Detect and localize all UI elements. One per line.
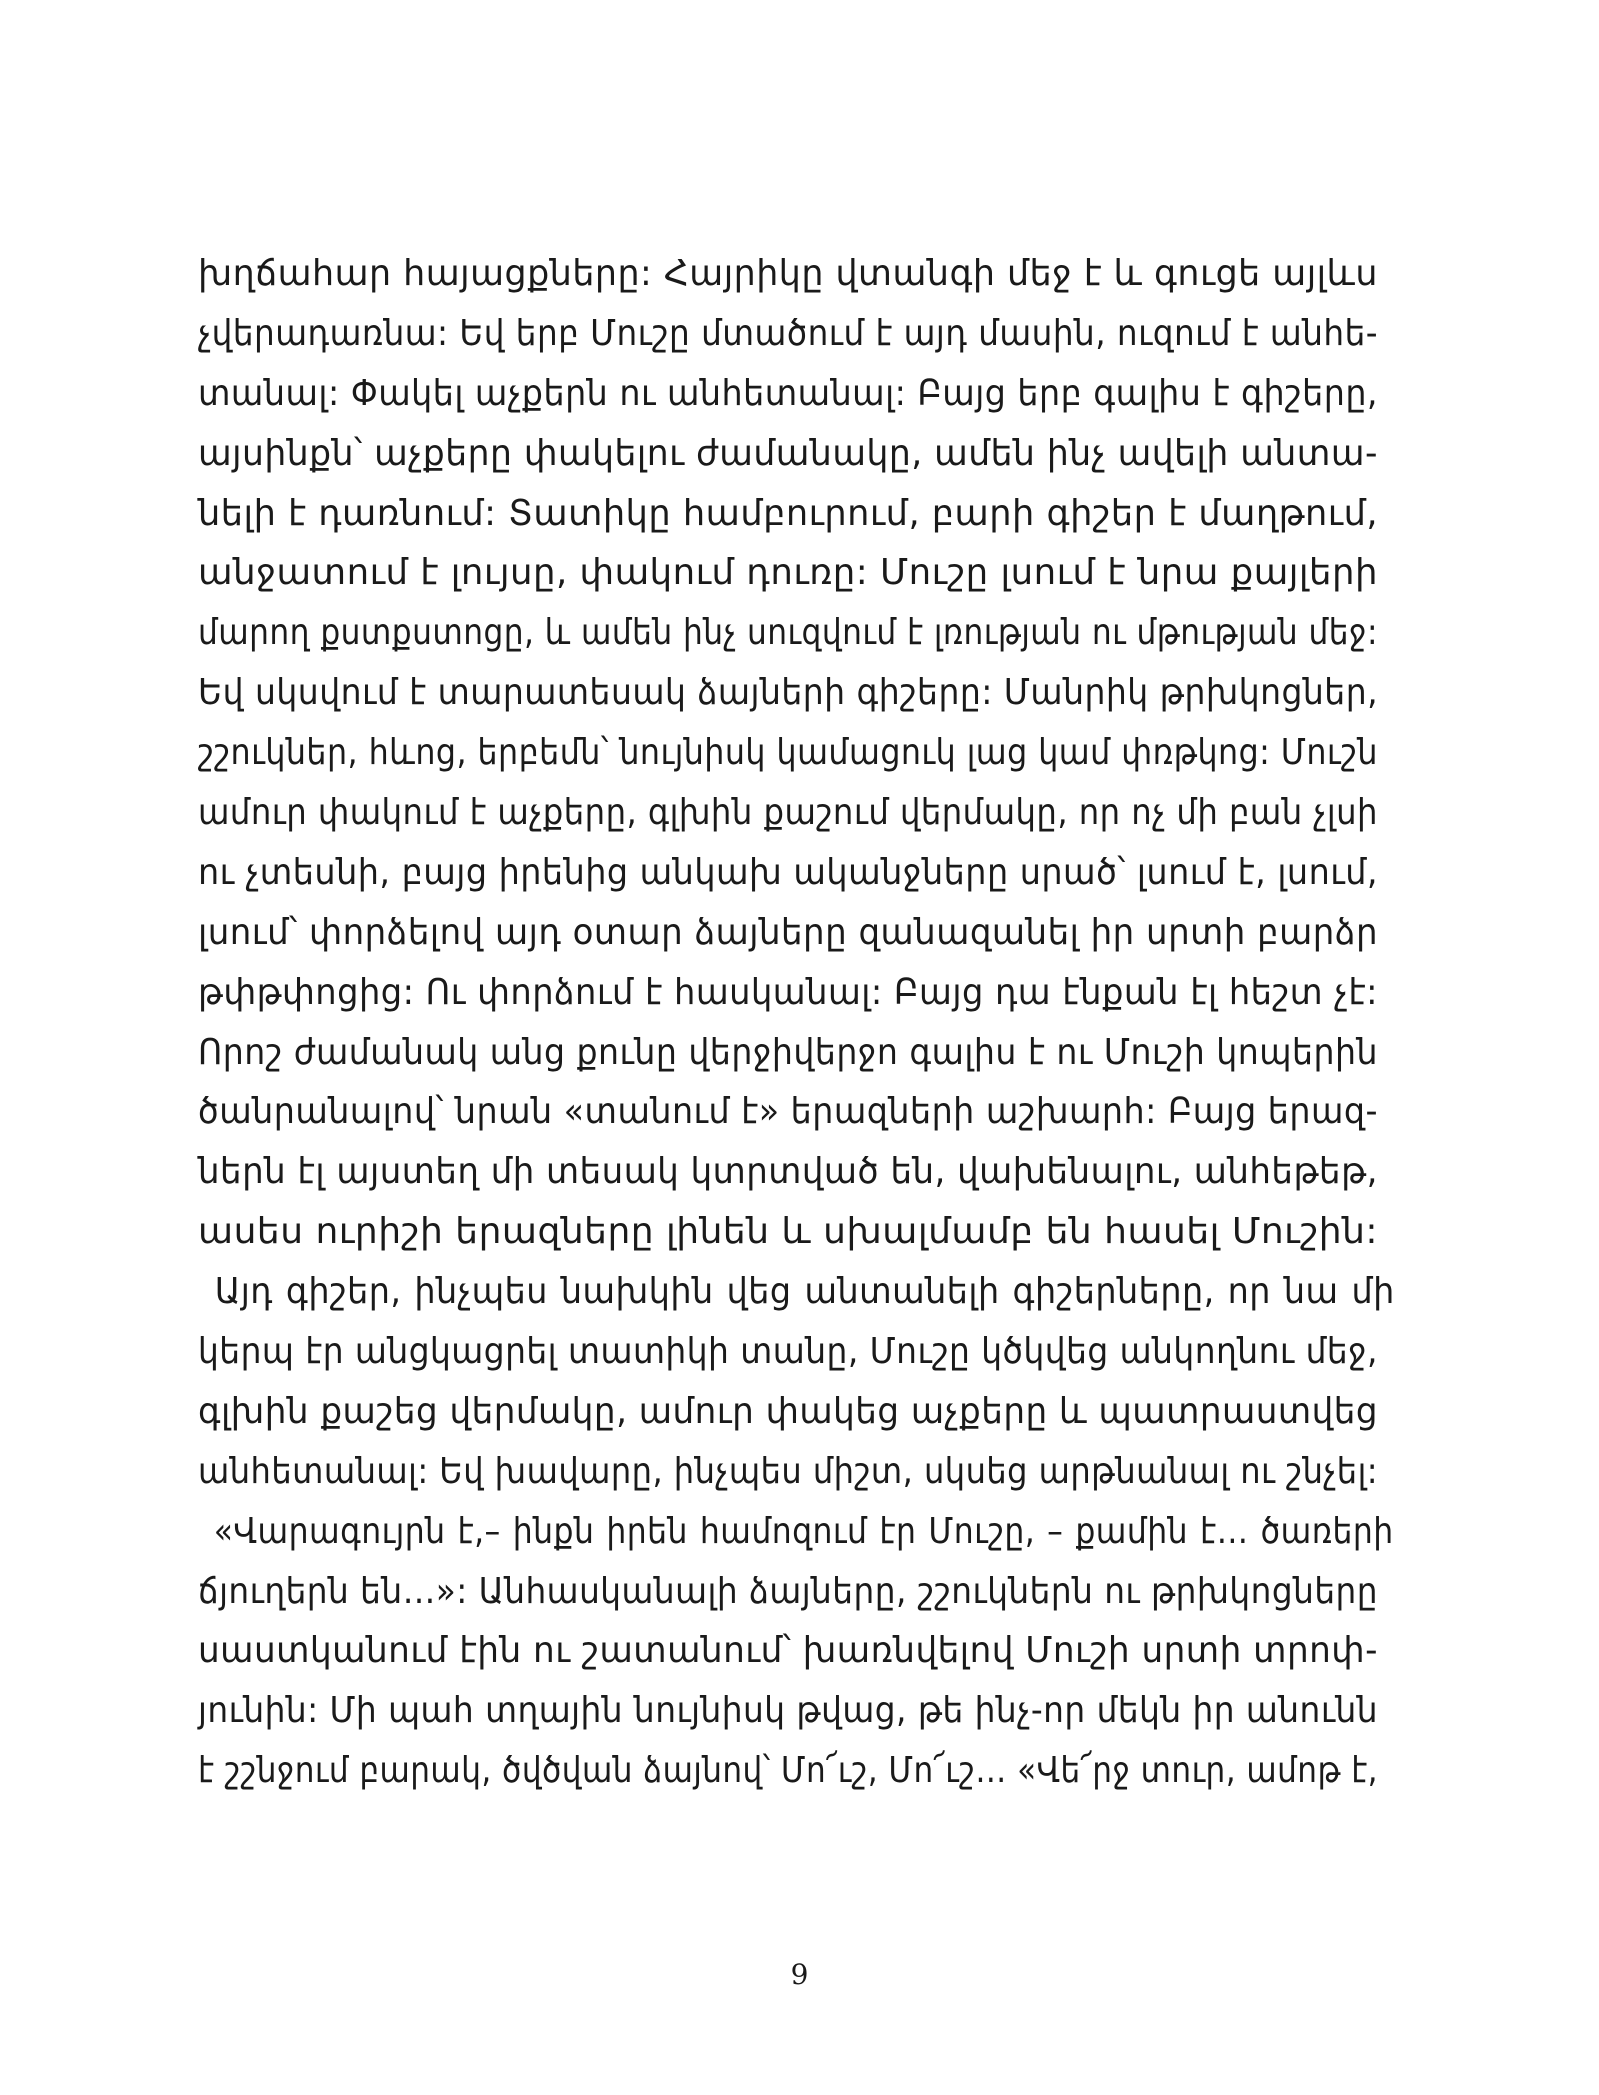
text-line: Այդ գիշեր, ինչպես նախկին վեց անտանելի գիշերները, որ նա մի (214, 1271, 1395, 1313)
text-line: ու չտեսնի, բայց իրենից անկախ ականջները սրած՝ լսում է, լսում, (198, 851, 1378, 893)
text-line: Եվ սկսվում է տարատեսակ ձայների գիշերը: Մանրիկ թրխկոցներ, (198, 672, 1379, 714)
paragraph-3 (198, 1502, 1394, 1801)
text-line: սաստկանում էին ու շատանում՝ խառնվելով Մուշի սրտի տրոփ- (198, 1630, 1378, 1672)
text-line: անջատում է լույսը, փակում դուռը: Մուշը լսում է նրա քայլերի (198, 552, 1379, 594)
text-line: խղճահար հայացքները: Հայրիկը վտանգի մեջ է և գուցե այլևս (198, 253, 1378, 294)
text-line: Որոշ ժամանակ անց քունը վերջիվերջո գալիս է ու Մուշի կոպերին (198, 1031, 1378, 1073)
text-line: է շշնջում բարակ, ծվծվան ձայնով՝ Մո՜ւշ, Մո՜ւշ… «Վե՜րջ տուր, ամոթ է, (198, 1750, 1378, 1792)
text-line: ճյուղերն են…»: Անհասկանալի ձայները, շշուկներն ու թրխկոցները (198, 1570, 1379, 1612)
text-line: տանալ: Փակել աչքերն ու անհետանալ: Բայց երբ գալիս է գիշերը, (198, 372, 1378, 414)
text-line: ներն էլ այստեղ մի տեսակ կտրտված են, վախենալու, անհեթեթ, (198, 1151, 1378, 1193)
text-line: գլխին քաշեց վերմակը, ամուր փակեց աչքերը և պատրաստվեց (198, 1390, 1379, 1432)
text-line: այսինքն՝ աչքերը փակելու ժամանակը, ամեն ինչ ավելի անտա- (198, 432, 1378, 474)
paragraph-1 (198, 244, 1378, 1262)
text-line: կերպ էր անցկացրել տատիկի տանը, Մուշը կծկվեց անկողնու մեջ, (198, 1331, 1378, 1373)
text-line: մարող քստքստոցը, և ամեն ինչ սուզվում է լռության ու մթության մեջ: (198, 612, 1378, 654)
text-line: «Վարագույրն է,– ինքն իրեն համոզում էր Մուշը, – քամին է… ծառերի (213, 1510, 1394, 1552)
body-text (198, 244, 1395, 1801)
text-line: չվերադառնա: Եվ երբ Մուշը մտածում է այդ մասին, ուզում է անհե- (198, 312, 1378, 354)
text-line: ամուր փակում է աչքերը, գլխին քաշում վերմակը, որ ոչ մի բան չլսի (198, 792, 1378, 834)
text-line: ասես ուրիշի երազները լինեն և սխալմամբ են հասել Մուշին: (198, 1211, 1379, 1253)
text-line: անհետանալ: Եվ խավարը, ինչպես միշտ, սկսեց արթնանալ ու շնչել: (198, 1450, 1379, 1492)
text-line: լսում՝ փորձելով այդ օտար ձայները զանազանել իր սրտի բարձր (198, 911, 1378, 953)
page-number: 9 (790, 1958, 809, 1991)
text-line: շշուկներ, հևոց, երբեմն՝ նույնիսկ կամացուկ լաց կամ փռթկոց: Մուշն (198, 732, 1378, 774)
paragraph-2 (198, 1262, 1395, 1502)
text-line: յունին: Մի պահ տղային նույնիսկ թվաց, թե ինչ-որ մեկն իր անունն (198, 1690, 1379, 1732)
text-line: թփթփոցից: Ու փորձում է հասկանալ: Բայց դա էնքան էլ հեշտ չէ: (198, 971, 1378, 1013)
text-line: նելի է դառնում: Տատիկը համբուրում, բարի գիշեր է մաղթում, (198, 492, 1379, 534)
text-line: ծանրանալով՝ նրան «տանում է» երազների աշխարհ: Բայց երազ- (198, 1091, 1378, 1133)
